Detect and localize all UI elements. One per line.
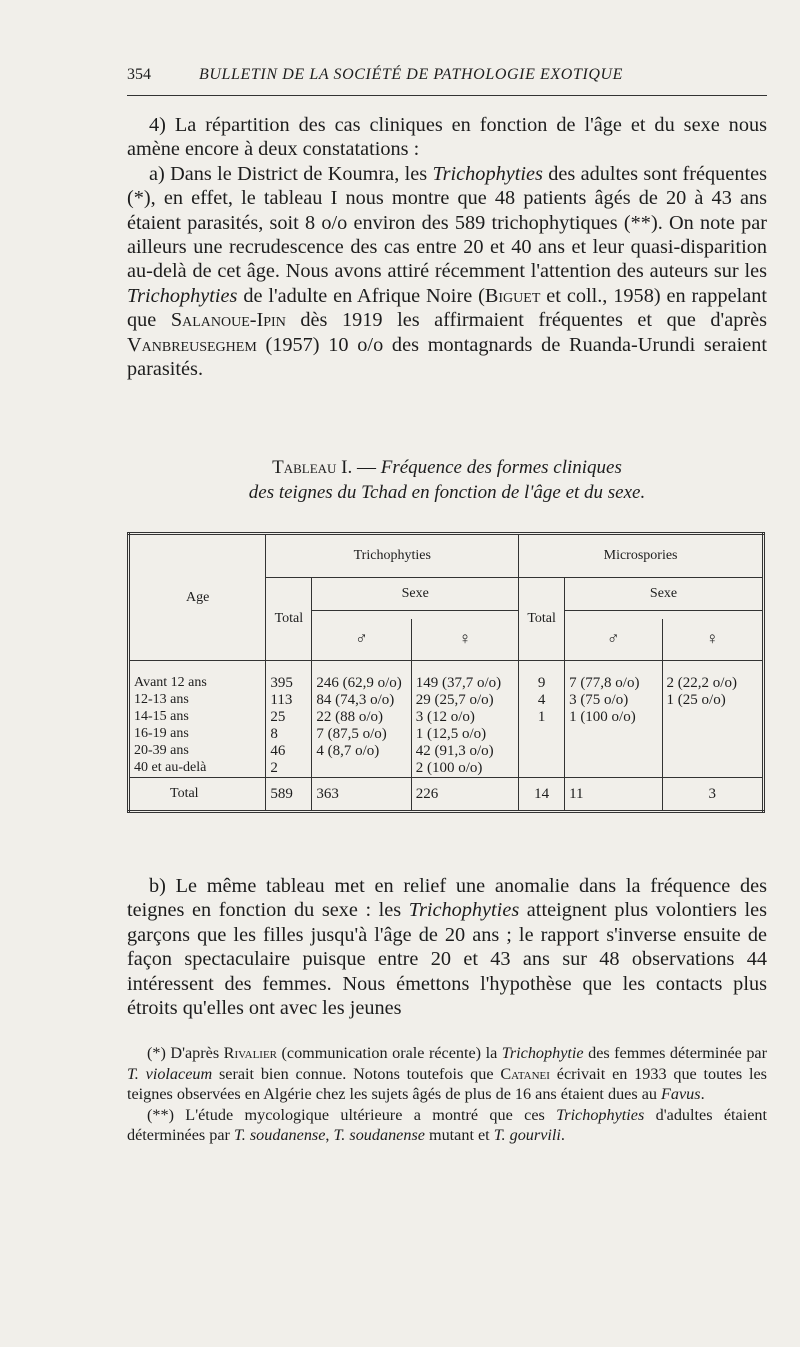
cell-trich-female: 1 (12,5 o/o) [411, 726, 518, 743]
author-rivalier: Rivalier [223, 1044, 278, 1062]
header-rule [127, 95, 767, 96]
header-micro-sexe: Sexe [565, 578, 764, 611]
cell-trich-male: 246 (62,9 o/o) [312, 675, 411, 692]
header-trich-female: ♀ [411, 619, 518, 661]
totals-row [129, 778, 764, 812]
total-trich: 589 [266, 778, 312, 812]
page-number: 354 [127, 66, 151, 83]
table-row [129, 726, 764, 743]
journal-title: BULLETIN DE LA SOCIÉTÉ DE PATHOLOGIE EXOTIQUE [199, 66, 624, 83]
footnote-2-term: Trichophyties [556, 1105, 645, 1124]
row-age: 12-13 ans [134, 692, 189, 707]
paragraph-a-text-4: et coll., 1958) en rappelant que [127, 284, 767, 332]
author-vanbreuseghem: Vanbreuseghem [127, 333, 257, 356]
total-micro-female: 3 [662, 778, 763, 812]
cell-micro-total [519, 743, 565, 760]
paragraph-a-term-1: Trichophyties [432, 162, 543, 185]
cell-trich-total: 46 [266, 743, 312, 760]
header-trichophyties: Trichophyties [266, 534, 519, 578]
row-age: 40 et au-delà [134, 760, 207, 776]
paragraph-b-text-2: atteignent plus volontiers les garçons que les filles jusqu'à l'âge de 20 ans ; le rapport s'inverse ensuite de façon spectaculaire puisque entre 20 et 43 ans sur 48 observations 44 intéressent des femmes. Nous émettons l'hypothèse que les contacts plus étroits qu'elles ont avec les jeunes [127, 899, 767, 1020]
table-row [129, 743, 764, 760]
cell-micro-female [662, 743, 763, 760]
row-age: 14-15 ans [134, 709, 189, 724]
cell-trich-female: 42 (91,3 o/o) [411, 743, 518, 760]
footnote-1-text-f: . [700, 1085, 705, 1103]
header-age: Age [129, 534, 266, 661]
table-row [129, 675, 764, 692]
cell-micro-total [519, 726, 565, 743]
author-biguet: Biguet [484, 284, 541, 307]
cell-micro-total: 9 [519, 675, 565, 692]
cell-trich-male: 22 (88 o/o) [312, 709, 411, 726]
caption-line-2: des teignes du Tchad en fonction de l'âge et du sexe. [248, 482, 646, 503]
paragraph-a-text-1: a) Dans le District de Koumra, les [149, 162, 433, 185]
cell-micro-male [565, 726, 662, 743]
footnote-2-text-a: (**) L'étude mycologique ultérieure a montré que ces [147, 1105, 557, 1124]
paragraph-a-text-5: dès 1919 les affirmaient fréquentes et que d'après [285, 309, 767, 332]
cell-trich-total: 25 [266, 709, 312, 726]
header-micro-male: ♂ [565, 619, 662, 661]
footnote-2-text-c: , [325, 1126, 334, 1144]
footnote-2-text-e: . [560, 1126, 565, 1144]
header-micro-total: Total [519, 578, 565, 661]
header-microspories: Microspories [519, 534, 764, 578]
header-trich-male: ♂ [312, 619, 411, 661]
section-4-heading: 4) La répartition des cas cliniques en fonction de l'âge et du sexe nous amène encore à deux constatations : [127, 114, 767, 161]
cell-micro-female [662, 726, 763, 743]
cell-micro-male: 3 (75 o/o) [565, 692, 662, 709]
row-age: Avant 12 ans [134, 675, 207, 690]
cell-micro-female: 1 (25 o/o) [662, 692, 763, 709]
term-favus: Favus [661, 1085, 701, 1103]
paragraph-b-text-1: b) Le même tableau met en relief une anomalie dans la fréquence des teignes en fonction du sexe : les [127, 875, 767, 922]
footnote-1-term: Trichophytie [501, 1044, 584, 1062]
data-table [127, 532, 765, 813]
total-trich-male: 363 [312, 778, 411, 812]
species-gourvili: T. gourvili [493, 1126, 561, 1144]
section-4 [127, 113, 767, 381]
table-row [129, 760, 764, 778]
cell-trich-female: 3 (12 o/o) [411, 709, 518, 726]
header-trich-sexe: Sexe [312, 578, 519, 611]
cell-micro-total [519, 760, 565, 778]
footnote-2-text-d: mutant et [424, 1126, 494, 1144]
species-violaceum: T. violaceum [127, 1064, 213, 1083]
species-soudanense-2: T. soudanense [333, 1126, 425, 1144]
caption-dash: — [352, 457, 381, 478]
cell-trich-male: 7 (87,5 o/o) [312, 726, 411, 743]
cell-micro-male: 7 (77,8 o/o) [565, 675, 662, 692]
footnote-1-text-c: des femmes déterminée par [583, 1044, 767, 1062]
author-catanei: Catanei [500, 1064, 550, 1083]
row-age: 16-19 ans [134, 726, 189, 741]
cell-trich-male: 4 (8,7 o/o) [312, 743, 411, 760]
cell-trich-male [312, 760, 411, 778]
footnote-1-text-b: (communication orale récente) la [277, 1044, 502, 1062]
totals-label: Total [129, 778, 266, 812]
cell-trich-total: 113 [266, 692, 312, 709]
cell-trich-total: 2 [266, 760, 312, 778]
caption-line-1: Fréquence des formes cliniques [380, 457, 622, 478]
footnote-1-text-d: serait bien connue. Notons toutefois que [212, 1064, 501, 1083]
cell-micro-male [565, 760, 662, 778]
footnote-2 [127, 1105, 767, 1146]
header-micro-female: ♀ [662, 619, 763, 661]
paragraph-b [127, 874, 767, 1020]
table-row [129, 709, 764, 726]
section-b [127, 874, 767, 1020]
cell-micro-total: 1 [519, 709, 565, 726]
row-age: 20-39 ans [134, 743, 189, 758]
paragraph-a-text-3: de l'adulte en Afrique Noire ( [237, 284, 485, 307]
total-trich-female: 226 [411, 778, 518, 812]
total-micro: 14 [519, 778, 565, 812]
cell-trich-female: 29 (25,7 o/o) [411, 692, 518, 709]
header-trich-total: Total [266, 578, 312, 661]
footnote-1-text-e: écrivait en 1933 que toutes les teignes observées en Algérie chez les sujets âgés de plus de 16 ans étaient dues au [127, 1064, 767, 1103]
paragraph-a [127, 162, 767, 382]
cell-micro-female [662, 760, 763, 778]
table-caption [127, 455, 767, 505]
paragraph-b-term: Trichophyties [408, 899, 520, 922]
paragraph-a-text-2: des adultes sont fréquentes (*), en effet, le tableau I nous montre que 48 patients âgés de 20 à 43 ans étaient parasités, soit 8 o/o environ des 589 trichophytiques (**). On note par ailleurs une recrudescence des cas entre 20 et 40 ans et leur quasi-disparition au-delà de cet âge. Nous avons attiré récemment l'attention des auteurs sur les [127, 162, 767, 283]
table-row [129, 692, 764, 709]
total-micro-male: 11 [565, 778, 662, 812]
paragraph-a-text-6: (1957) 10 o/o des montagnards de Ruanda-Urundi seraient parasités. [127, 333, 767, 381]
cell-micro-female [662, 709, 763, 726]
footnote-1-text-a: (*) D'après [147, 1044, 224, 1062]
footnotes [127, 1043, 767, 1146]
table-label: Tableau I. [272, 457, 353, 478]
cell-micro-male: 1 (100 o/o) [565, 709, 662, 726]
author-salanoue-ipin: Salanoue-Ipin [170, 309, 286, 332]
footnote-1 [127, 1043, 767, 1105]
paragraph-a-term-2: Trichophyties [127, 284, 238, 307]
footnote-2-text-b: d'adultes étaient déterminées par [127, 1105, 767, 1144]
species-soudanense-1: T. soudanense [233, 1126, 326, 1144]
cell-micro-male [565, 743, 662, 760]
cell-trich-total: 8 [266, 726, 312, 743]
cell-trich-female: 149 (37,7 o/o) [411, 675, 518, 692]
cell-micro-female: 2 (22,2 o/o) [662, 675, 763, 692]
cell-trich-male: 84 (74,3 o/o) [312, 692, 411, 709]
cell-micro-total: 4 [519, 692, 565, 709]
cell-trich-total: 395 [266, 675, 312, 692]
cell-trich-female: 2 (100 o/o) [411, 760, 518, 778]
